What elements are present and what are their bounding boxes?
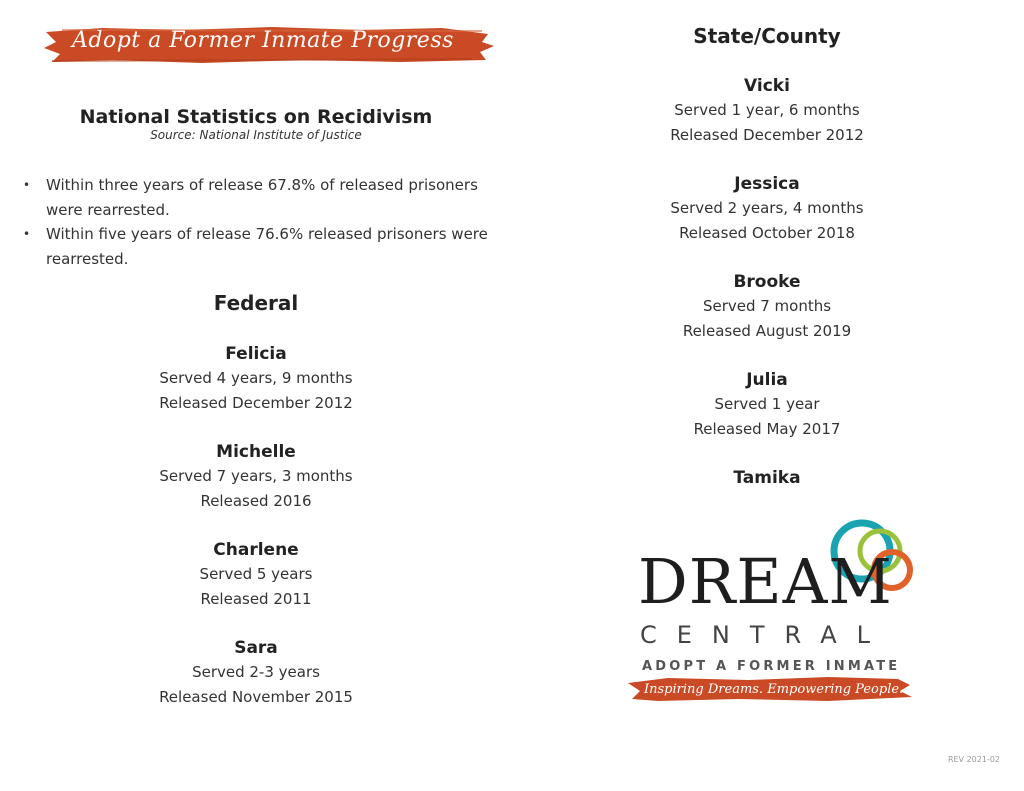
- federal-section: [106, 291, 406, 315]
- person-name: Vicki: [744, 76, 790, 96]
- person-served: Served 2 years, 4 months: [670, 199, 864, 217]
- person-released: Released 2016: [200, 491, 312, 510]
- person-name: Tamika: [733, 468, 801, 488]
- person-released: Released October 2018: [679, 223, 855, 242]
- state-heading: State/County: [693, 24, 841, 48]
- revision-label: REV 2021-02: [947, 755, 1000, 764]
- banner-title: Adopt a Former Inmate Progress: [72, 28, 454, 53]
- person-released: Released 2011: [200, 589, 312, 608]
- person-name: Felicia: [225, 344, 287, 364]
- person-name: Michelle: [216, 442, 296, 462]
- person-entry: [106, 538, 406, 611]
- person-released: Released December 2012: [159, 393, 353, 412]
- list-item: [20, 222, 500, 271]
- person-entry: [617, 172, 917, 245]
- person-entry: [617, 368, 917, 441]
- person-released: Released August 2019: [682, 321, 852, 340]
- person-released: Released May 2017: [693, 419, 841, 438]
- person-served: Served 4 years, 9 months: [159, 369, 353, 387]
- federal-heading: Federal: [213, 291, 299, 315]
- bullet-text: Within five years of release 76.6% released prisoners were rearrested.: [46, 225, 488, 268]
- person-entry: [106, 440, 406, 513]
- dream-central-logo: [628, 515, 918, 705]
- bullet-icon: •: [23, 227, 31, 241]
- person-entry: [106, 636, 406, 709]
- bullet-text: Within three years of release 67.8% of released prisoners were rearrested.: [46, 176, 478, 219]
- stats-bullet-list: [20, 173, 500, 271]
- logo-subword: CENTRAL: [640, 621, 891, 649]
- person-name: Brooke: [733, 272, 801, 292]
- state-section: [617, 24, 917, 48]
- person-released: Released December 2012: [670, 125, 864, 144]
- logo-program: ADOPT A FORMER INMATE: [642, 659, 901, 674]
- person-released: Released November 2015: [159, 687, 353, 706]
- person-served: Served 7 years, 3 months: [159, 467, 353, 485]
- logo-wordmark: DREAM: [638, 545, 893, 618]
- person-entry: [617, 466, 917, 490]
- person-entry: [617, 270, 917, 343]
- person-entry: [106, 342, 406, 415]
- person-entry: [617, 74, 917, 147]
- person-served: Served 1 year: [714, 395, 820, 413]
- list-item: [20, 173, 500, 222]
- person-name: Julia: [746, 370, 788, 390]
- person-served: Served 2-3 years: [192, 663, 320, 681]
- logo-tagline: Inspiring Dreams. Empowering People.: [644, 682, 904, 697]
- person-name: Charlene: [213, 540, 299, 560]
- stats-source: Source: National Institute of Justice: [150, 128, 362, 142]
- person-name: Sara: [234, 638, 278, 658]
- title-banner: [42, 22, 494, 66]
- person-name: Jessica: [734, 174, 800, 194]
- person-served: Served 7 months: [702, 297, 832, 315]
- person-served: Served 1 year, 6 months: [674, 101, 860, 119]
- bullet-icon: •: [23, 178, 31, 192]
- person-served: Served 5 years: [199, 565, 313, 583]
- stats-title: National Statistics on Recidivism: [79, 106, 433, 128]
